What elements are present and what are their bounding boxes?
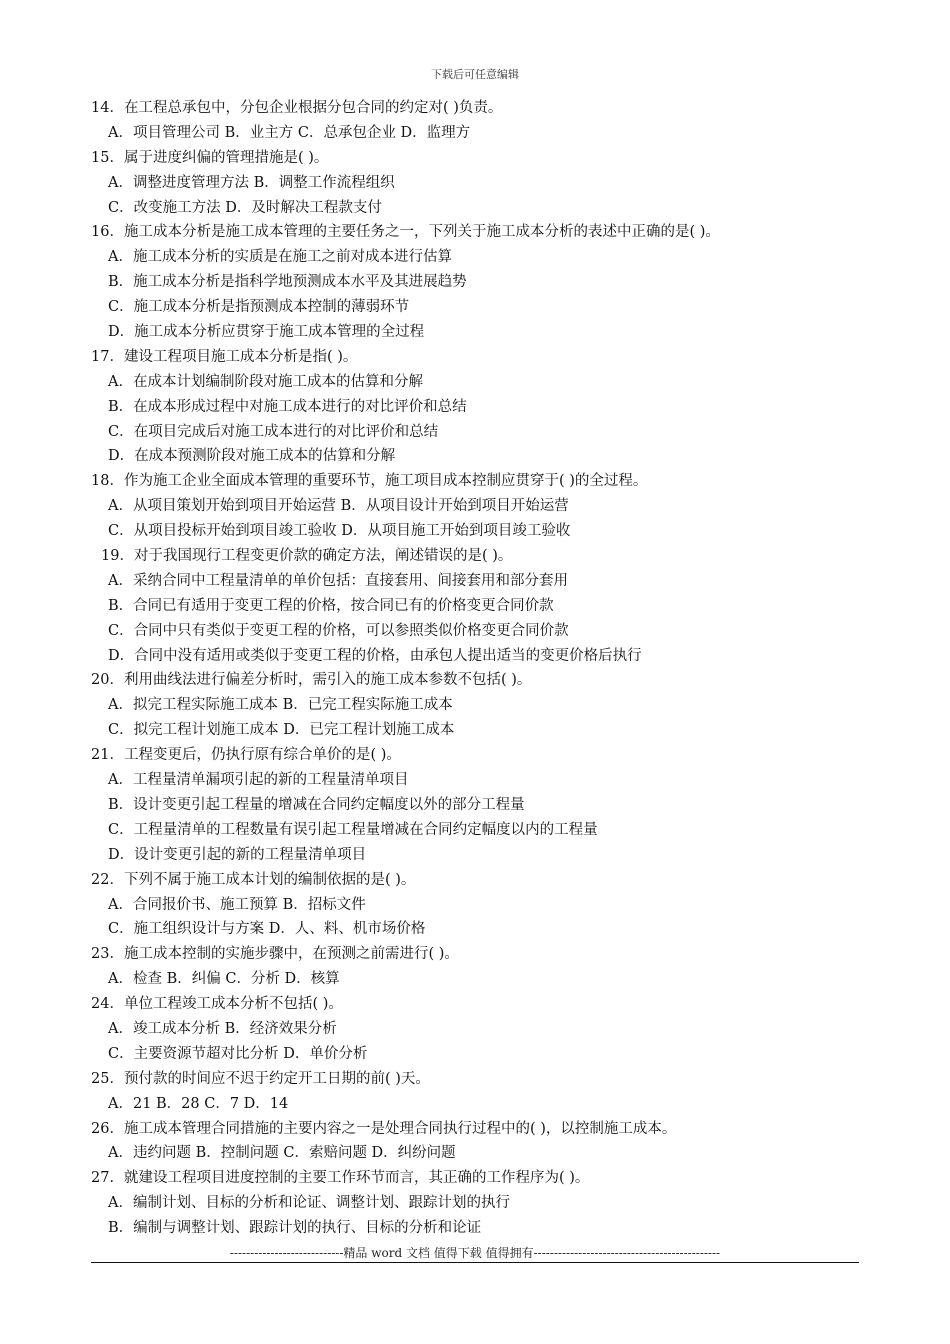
question-stem: 18．作为施工企业全面成本管理的重要环节，施工项目成本控制应贯穿于( )的全过程。: [91, 473, 648, 490]
question-stem: 21．工程变更后，仍执行原有综合单价的是( )。: [91, 747, 401, 764]
answer-options: A．检查 B．纠偏 C．分析 D．核算: [108, 971, 340, 988]
answer-options: A．21 B．28 C．7 D．14: [108, 1095, 289, 1112]
answer-options: A．调整进度管理方法 B．调整工作流程组织: [108, 174, 395, 191]
answer-options: C．拟完工程计划施工成本 D．已完工程计划施工成本: [108, 722, 455, 739]
question-stem: 27．就建设工程项目进度控制的主要工作环节而言，其正确的工作程序为( )。: [91, 1170, 590, 1187]
answer-options: B．合同已有适用于变更工程的价格，按合同已有的价格变更合同价款: [108, 597, 554, 614]
footer-divider: [91, 1262, 859, 1263]
question-stem: 17．建设工程项目施工成本分析是指( )。: [91, 348, 358, 365]
page-footer: ----------------------------精品 word 文档 值得下载 值得拥有----------------------------------------------: [229, 1246, 721, 1260]
question-stem: 20．利用曲线法进行偏差分析时，需引入的施工成本参数不包括( )。: [91, 672, 532, 689]
answer-options: C．施工成本分析是指预测成本控制的薄弱环节: [108, 299, 410, 316]
answer-options: A．在成本计划编制阶段对施工成本的估算和分解: [108, 373, 423, 390]
answer-options: D．合同中没有适用或类似于变更工程的价格，由承包人提出适当的变更价格后执行: [108, 647, 642, 664]
answer-options: C．合同中只有类似于变更工程的价格，可以参照类似价格变更合同价款: [108, 622, 569, 639]
answer-options: A．施工成本分析的实质是在施工之前对成本进行估算: [108, 249, 452, 266]
answer-options: B．设计变更引起工程量的增减在合同约定幅度以外的部分工程量: [108, 796, 525, 813]
question-stem: 23．施工成本控制的实施步骤中，在预测之前需进行( )。: [91, 946, 459, 963]
answer-options: B．施工成本分析是指科学地预测成本水平及其进展趋势: [108, 274, 467, 291]
answer-options: A．合同报价书、施工预算 B．招标文件: [108, 896, 366, 913]
answer-options: C．工程量清单的工程数量有误引起工程量增减在合同约定幅度以内的工程量: [108, 821, 598, 838]
answer-options: C．从项目投标开始到项目竣工验收 D．从项目施工开始到项目竣工验收: [108, 523, 571, 540]
answer-options: A．编制计划、目标的分析和论证、调整计划、跟踪计划的执行: [108, 1195, 510, 1212]
question-stem: 14．在工程总承包中，分包企业根据分包合同的约定对( )负责。: [91, 100, 503, 116]
question-stem: 25．预付款的时间应不迟于约定开工日期的前( )天。: [91, 1070, 430, 1087]
question-list: [91, 96, 871, 1241]
answer-options: A．采纳合同中工程量清单的单价包括：直接套用、间接套用和部分套用: [108, 572, 568, 589]
answer-options: B．编制与调整计划、跟踪计划的执行、目标的分析和论证: [108, 1220, 482, 1237]
question-stem: 24．单位工程竣工成本分析不包括( )。: [91, 996, 343, 1013]
answer-options: A．竣工成本分析 B．经济效果分析: [108, 1020, 337, 1037]
answer-options: A．从项目策划开始到项目开始运营 B．从项目设计开始到项目开始运营: [108, 498, 569, 515]
page-header: 下载后可任意编辑: [431, 68, 519, 81]
question-stem: 15．属于进度纠偏的管理措施是( )。: [91, 149, 329, 166]
answer-options: C．主要资源节超对比分析 D．单价分析: [108, 1045, 368, 1062]
question-stem: 16．施工成本分析是施工成本管理的主要任务之一，下列关于施工成本分析的表述中正确的是( )。: [91, 224, 720, 241]
answer-options: B．在成本形成过程中对施工成本进行的对比评价和总结: [108, 398, 467, 415]
question-stem: 19．对于我国现行工程变更价款的确定方法，阐述错误的是( )。: [101, 548, 513, 565]
answer-options: D．设计变更引起的新的工程量清单项目: [108, 846, 367, 863]
question-stem: 22．下列不属于施工成本计划的编制依据的是( )。: [91, 871, 416, 888]
answer-options: A．工程量清单漏项引起的新的工程量清单项目: [108, 772, 409, 789]
answer-options: A．拟完工程实际施工成本 B．已完工程实际施工成本: [108, 697, 453, 714]
answer-options: D．施工成本分析应贯穿于施工成本管理的全过程: [108, 324, 425, 341]
answer-options: C．在项目完成后对施工成本进行的对比评价和总结: [108, 423, 439, 440]
question-stem: 26．施工成本管理合同措施的主要内容之一是处理合同执行过程中的( )，以控制施工成本。: [91, 1120, 677, 1137]
answer-options: C．施工组织设计与方案 D．人、料、机市场价格: [108, 921, 426, 938]
answer-options: A．项目管理公司 B．业主方 C．总承包企业 D．监理方: [108, 124, 471, 141]
answer-options: C．改变施工方法 D．及时解决工程款支付: [108, 199, 382, 216]
answer-options: A．违约问题 B．控制问题 C．索赔问题 D．纠纷问题: [108, 1145, 456, 1162]
answer-options: D．在成本预测阶段对施工成本的估算和分解: [108, 448, 396, 465]
